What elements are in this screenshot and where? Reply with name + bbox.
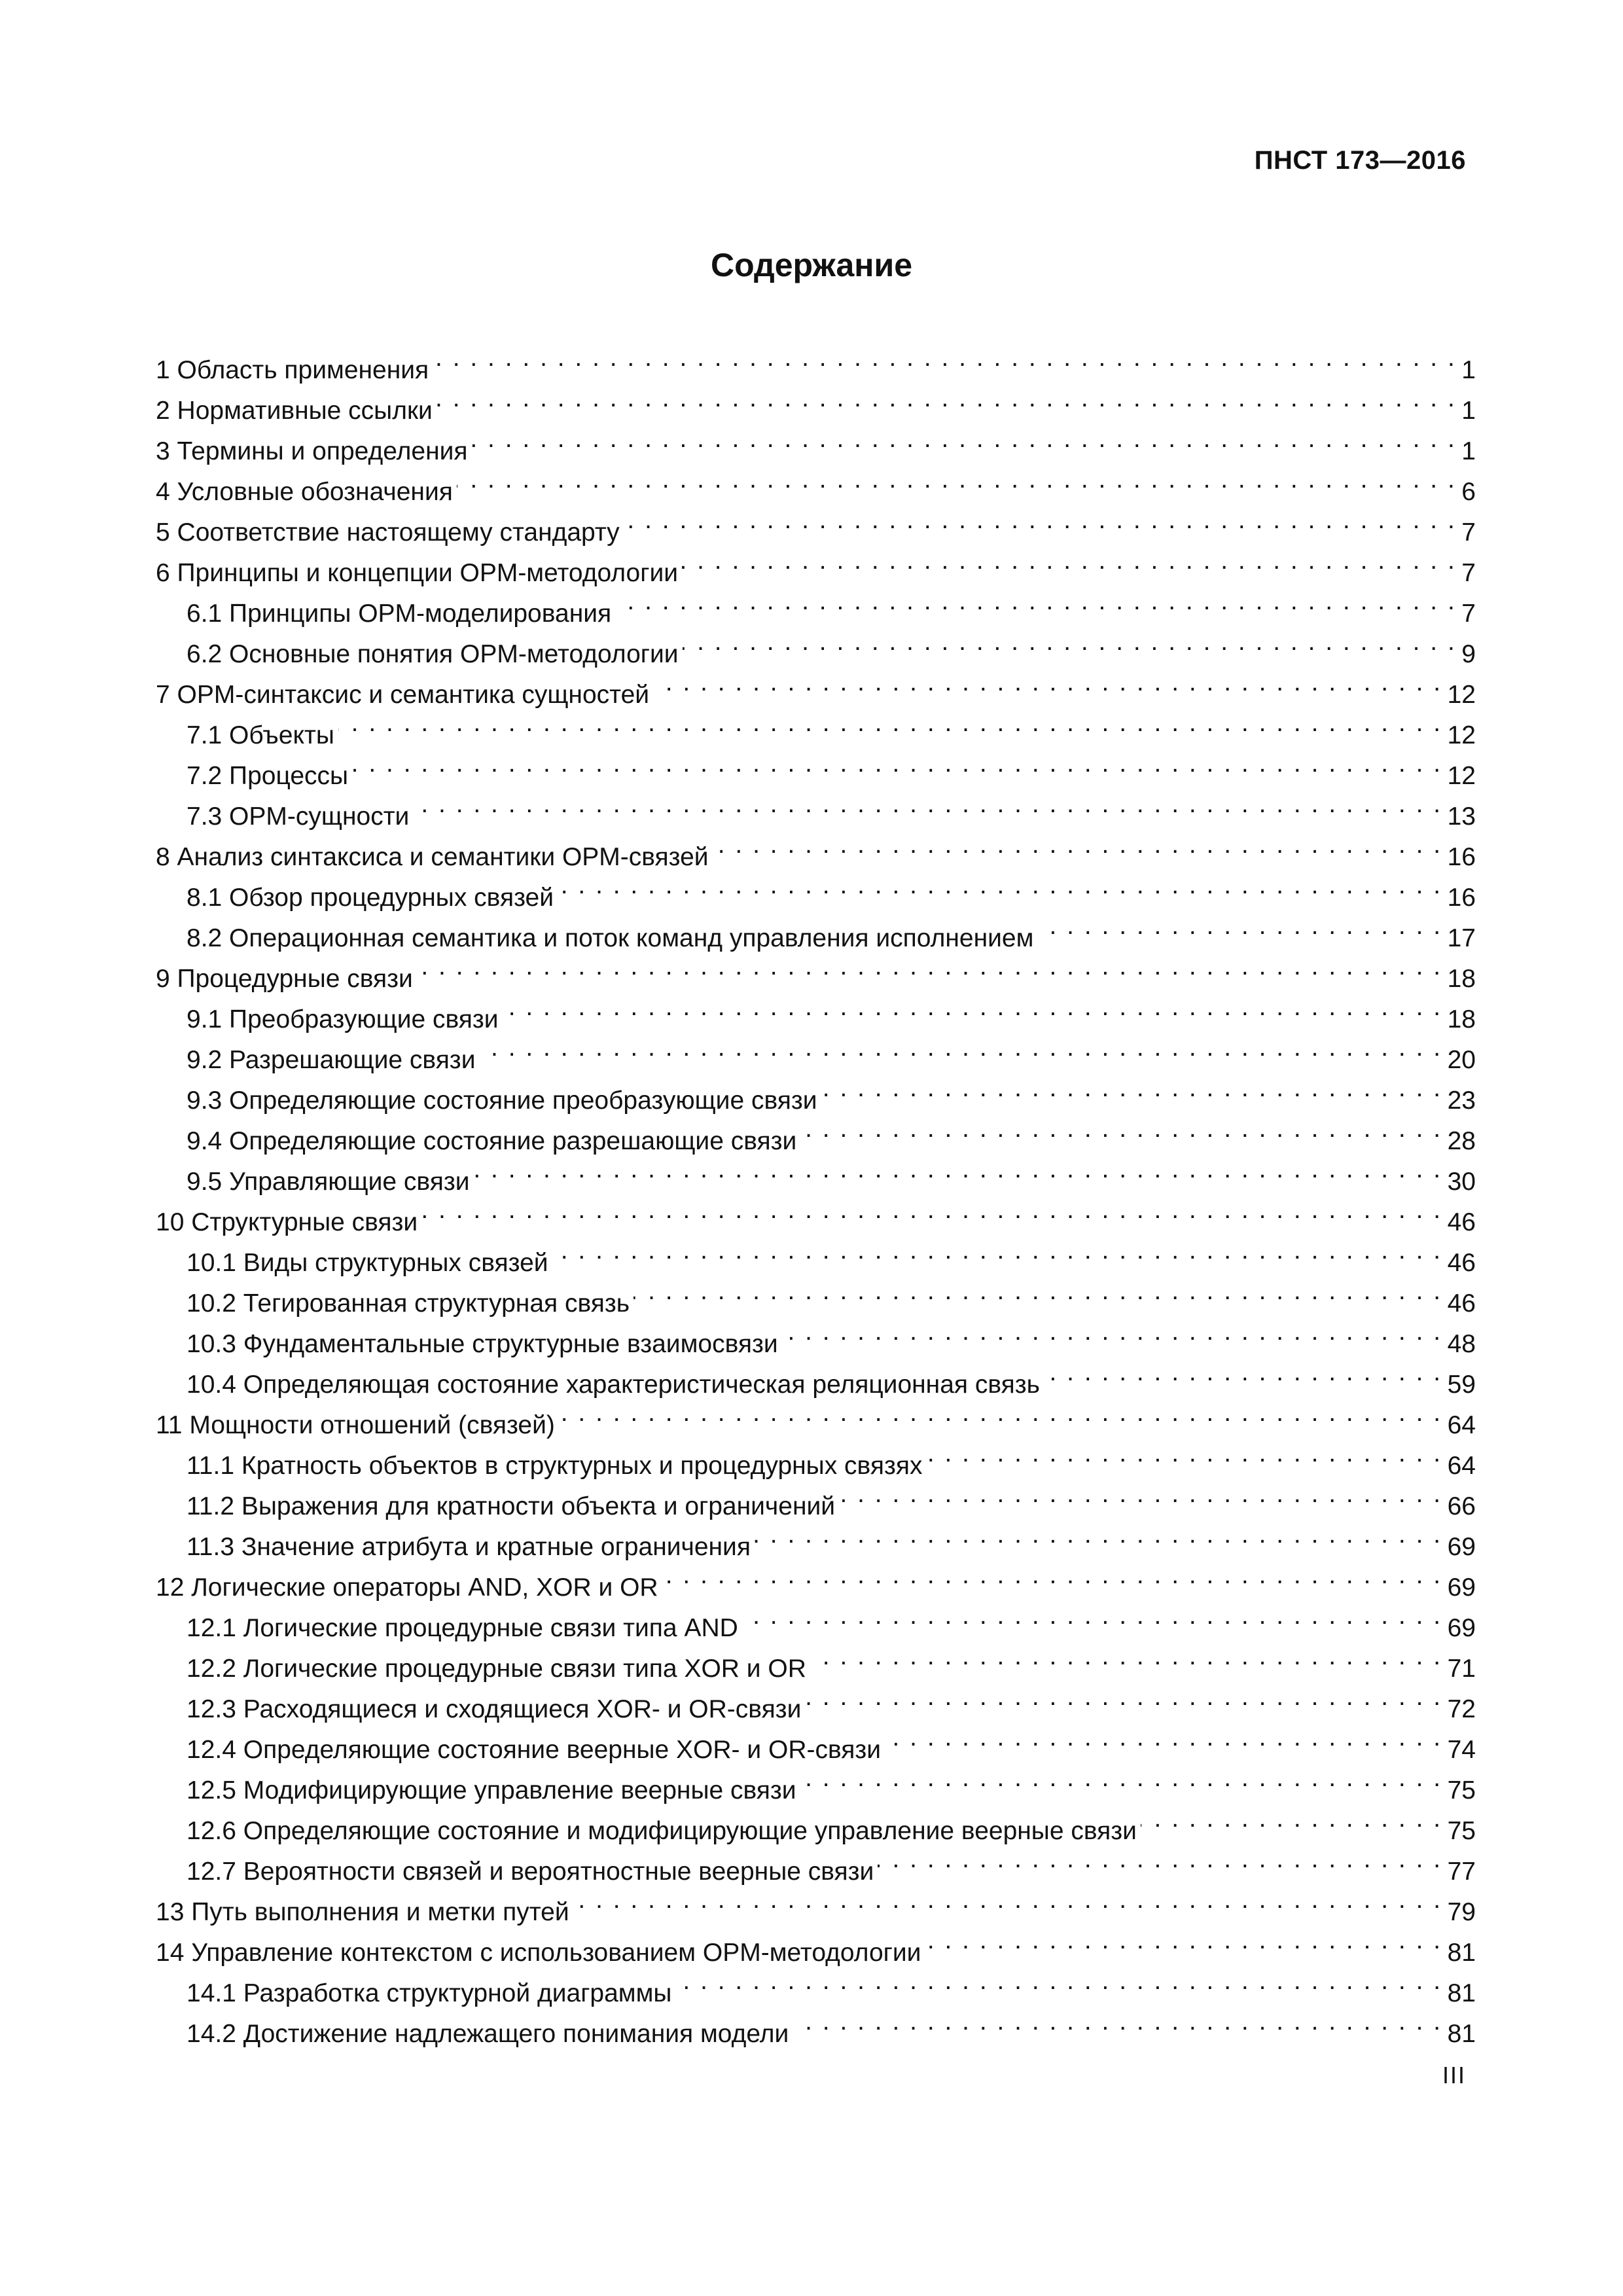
toc-entry-title: 14.2 Достижение надлежащего понимания модели	[187, 2014, 793, 2054]
toc-entry-page: 20	[1442, 1040, 1476, 1081]
toc-entry-title: 9.2 Разрешающие связи	[187, 1040, 479, 1081]
toc-entry[interactable]	[156, 744, 1476, 790]
toc-entry-title: 11 Мощности отношений (связей)	[156, 1405, 559, 1446]
toc-entry-title: 8 Анализ синтаксиса и семантики OPM-связей	[156, 837, 713, 878]
toc-dot-leader	[573, 1880, 1442, 1920]
toc-entry[interactable]	[156, 338, 1476, 384]
toc-entry-page: 71	[1442, 1649, 1476, 1689]
toc-entry-page: 64	[1442, 1446, 1476, 1486]
toc-entry[interactable]	[156, 784, 1476, 831]
toc-entry-title: 5 Соответствие настоящему стандарту	[156, 512, 624, 553]
toc-entry-page: 12	[1442, 756, 1476, 797]
toc-entry-page: 7	[1456, 553, 1476, 594]
toc-entry-page: 16	[1442, 837, 1476, 878]
toc-entry-page: 75	[1442, 1770, 1476, 1811]
toc-entry-page: 75	[1442, 1811, 1476, 1852]
toc-entry-page: 81	[1442, 2014, 1476, 2054]
toc-entry-title: 2 Нормативные ссылки	[156, 391, 437, 431]
toc-entry-page: 12	[1442, 715, 1476, 756]
toc-dot-leader	[675, 1961, 1442, 2001]
toc-entry-title: 14.1 Разработка структурной диаграммы	[187, 1973, 675, 2014]
toc-entry-page: 79	[1442, 1892, 1476, 1933]
toc-entry-title: 10.2 Тегированная структурная связь	[187, 1283, 633, 1324]
toc-dot-leader	[782, 1312, 1442, 1352]
toc-entry-page: 1	[1456, 431, 1476, 472]
toc-entry-page: 12	[1442, 675, 1476, 715]
toc-entry-title: 4 Условные обозначения	[156, 472, 457, 512]
toc-entry-title: 12.1 Логические процедурные связи типа AND	[187, 1608, 742, 1649]
toc-entry-title: 8.2 Операционная семантика и поток команд управления исполнением	[187, 918, 1037, 959]
toc-entry-title: 7.2 Процессы	[187, 756, 352, 797]
toc-entry-page: 30	[1442, 1162, 1476, 1202]
toc-dot-leader	[1037, 906, 1442, 946]
toc-entry-title: 12.4 Определяющие состояние веерные XOR- и OR-связи	[187, 1730, 885, 1770]
toc-entry-page: 7	[1456, 594, 1476, 634]
toc-dot-leader	[479, 1028, 1442, 1068]
toc-dot-leader	[624, 500, 1457, 541]
toc-entry-title: 11.2 Выражения для кратности объекта и ограничений	[187, 1486, 839, 1527]
toc-entry-page: 46	[1442, 1202, 1476, 1243]
toc-entry-title: 8.1 Обзор процедурных связей	[187, 878, 558, 918]
table-of-contents	[156, 338, 1476, 2048]
toc-entry-page: 48	[1442, 1324, 1476, 1365]
toc-entry-page: 13	[1442, 797, 1476, 837]
toc-dot-leader	[413, 784, 1442, 825]
toc-entry-title: 12.3 Расходящиеся и сходящиеся XOR- и OR-связи	[187, 1689, 805, 1730]
page-number: III	[1442, 2062, 1466, 2089]
toc-entry-title: 9 Процедурные связи	[156, 959, 417, 999]
toc-entry-title: 11.1 Кратность объектов в структурных и процедурных связях	[187, 1446, 926, 1486]
toc-entry-title: 12.5 Модифицирующие управление веерные связи	[187, 1770, 800, 1811]
toc-dot-leader	[926, 1433, 1442, 1474]
toc-entry-title: 7.3 OPM-сущности	[187, 797, 413, 837]
toc-entry-title: 9.4 Определяющие состояние разрешающие связи	[187, 1121, 800, 1162]
toc-entry-page: 1	[1456, 391, 1476, 431]
toc-entry-page: 81	[1442, 1973, 1476, 2014]
toc-dot-leader	[839, 1474, 1442, 1515]
toc-entry-title: 13 Путь выполнения и метки путей	[156, 1892, 573, 1933]
toc-dot-leader	[472, 419, 1457, 459]
toc-entry-title: 6.1 Принципы OPM-моделирования	[187, 594, 615, 634]
toc-dot-leader	[755, 1515, 1442, 1555]
toc-entry-title: 3 Термины и определения	[156, 431, 472, 472]
toc-entry-title: 10 Структурные связи	[156, 1202, 421, 1243]
toc-dot-leader	[437, 378, 1456, 419]
toc-dot-leader	[1044, 1352, 1442, 1393]
toc-dot-leader	[821, 1068, 1442, 1109]
toc-entry-page: 66	[1442, 1486, 1476, 1527]
toc-dot-leader	[433, 338, 1456, 378]
toc-dot-leader	[552, 1230, 1442, 1271]
toc-dot-leader	[352, 744, 1442, 784]
toc-entry-title: 12.7 Вероятности связей и вероятностные веерные связи	[187, 1852, 878, 1892]
toc-dot-leader	[878, 1839, 1442, 1880]
toc-entry-title: 11.3 Значение атрибута и кратные ограничения	[187, 1527, 755, 1568]
toc-entry-page: 6	[1456, 472, 1476, 512]
toc-dot-leader	[793, 2001, 1442, 2042]
toc-dot-leader	[742, 1596, 1442, 1636]
toc-dot-leader	[1141, 1799, 1442, 1839]
toc-dot-leader	[559, 1393, 1442, 1433]
toc-entry-page: 16	[1442, 878, 1476, 918]
toc-entry-title: 9.3 Определяющие состояние преобразующие связи	[187, 1081, 821, 1121]
toc-entry-title: 1 Область применения	[156, 350, 433, 391]
toc-dot-leader	[800, 1758, 1442, 1799]
toc-entry-page: 46	[1442, 1283, 1476, 1324]
toc-dot-leader	[683, 622, 1457, 662]
toc-entry-page: 18	[1442, 959, 1476, 999]
toc-dot-leader	[417, 946, 1442, 987]
toc-dot-leader	[653, 662, 1442, 703]
toc-entry-page: 69	[1442, 1527, 1476, 1568]
toc-entry-title: 9.5 Управляющие связи	[187, 1162, 474, 1202]
toc-entry-title: 10.1 Виды структурных связей	[187, 1243, 552, 1283]
toc-dot-leader	[800, 1109, 1442, 1149]
toc-entry-page: 69	[1442, 1568, 1476, 1608]
toc-dot-leader	[503, 987, 1442, 1028]
toc-dot-leader	[474, 1149, 1442, 1190]
toc-entry-page: 17	[1442, 918, 1476, 959]
toc-entry-title: 7.1 Объекты	[187, 715, 338, 756]
toc-dot-leader	[457, 459, 1456, 500]
toc-entry-title: 6 Принципы и концепции OPM-методологии	[156, 553, 682, 594]
toc-entry-page: 46	[1442, 1243, 1476, 1283]
toc-entry-page: 81	[1442, 1933, 1476, 1973]
toc-entry-title: 7 OPM-синтаксис и семантика сущностей	[156, 675, 653, 715]
toc-entry-title: 12.2 Логические процедурные связи типа XOR и OR	[187, 1649, 810, 1689]
toc-entry-page: 23	[1442, 1081, 1476, 1121]
toc-dot-leader	[810, 1636, 1442, 1677]
toc-entry-title: 12.6 Определяющие состояние и модифицирующие управление веерные связи	[187, 1811, 1141, 1852]
toc-entry-page: 74	[1442, 1730, 1476, 1770]
toc-entry-title: 10.3 Фундаментальные структурные взаимосвязи	[187, 1324, 782, 1365]
toc-entry-page: 9	[1456, 634, 1476, 675]
toc-entry-page: 72	[1442, 1689, 1476, 1730]
toc-entry-title: 14 Управление контекстом с использованием OPM-методологии	[156, 1933, 925, 1973]
toc-dot-leader	[805, 1677, 1442, 1717]
toc-entry[interactable]	[156, 703, 1476, 749]
toc-entry-page: 18	[1442, 999, 1476, 1040]
toc-entry-title: 9.1 Преобразующие связи	[187, 999, 503, 1040]
toc-entry-page: 28	[1442, 1121, 1476, 1162]
toc-entry-page: 1	[1456, 350, 1476, 391]
toc-entry-page: 7	[1456, 512, 1476, 553]
toc-dot-leader	[925, 1920, 1442, 1961]
toc-dot-leader	[558, 865, 1442, 906]
toc-entry-title: 10.4 Определяющая состояние характеристическая реляционная связь	[187, 1365, 1044, 1405]
toc-entry-title: 6.2 Основные понятия OPM-методологии	[187, 634, 683, 675]
toc-dot-leader	[421, 1190, 1442, 1230]
toc-entry-page: 59	[1442, 1365, 1476, 1405]
toc-dot-leader	[633, 1271, 1442, 1312]
toc-dot-leader	[885, 1717, 1442, 1758]
toc-dot-leader	[682, 541, 1456, 581]
toc-entry-page: 77	[1442, 1852, 1476, 1892]
toc-dot-leader	[713, 825, 1442, 865]
toc-entry-title: 12 Логические операторы AND, XOR и OR	[156, 1568, 662, 1608]
page-title: Содержание	[710, 246, 913, 283]
toc-dot-leader	[615, 581, 1456, 622]
toc-dot-leader	[338, 703, 1442, 744]
toc-entry-page: 69	[1442, 1608, 1476, 1649]
document-id: ПНСТ 173—2016	[1254, 146, 1466, 175]
toc-dot-leader	[662, 1555, 1442, 1596]
toc-entry-page: 64	[1442, 1405, 1476, 1446]
